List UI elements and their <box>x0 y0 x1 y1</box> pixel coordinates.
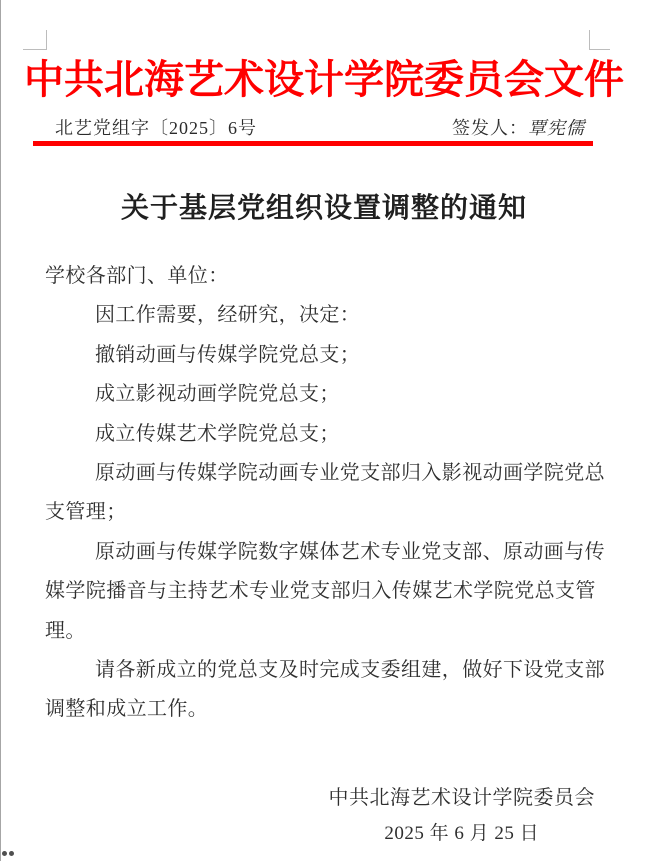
red-masthead-title: 中共北海艺术设计学院委员会文件 <box>24 57 624 102</box>
body-line: 成立影视动画学院党总支； <box>95 383 340 406</box>
crop-mark-top-right <box>589 30 590 50</box>
signature-block <box>329 787 596 844</box>
body-line: 撤销动画与传媒学院党总支； <box>95 343 361 366</box>
document-body <box>45 257 610 730</box>
body-line: 学校各部门、单位： <box>45 265 229 287</box>
signature-org: 中共北海艺术设计学院委员会 <box>328 787 595 809</box>
doc-info-row <box>0 114 648 138</box>
body-line: 理。 <box>45 619 86 642</box>
body-line: 因工作需要，经研究，决定： <box>95 304 361 327</box>
body-line: 支管理； <box>45 501 127 524</box>
body-line: 请各新成立的党总支及时完成支委组建，做好下设党支部 <box>95 658 605 681</box>
body-line: 成立传媒艺术学院党总支； <box>95 422 340 445</box>
body-line: 媒学院播音与主持艺术专业党支部归入传媒艺术学院党总支管 <box>45 580 596 603</box>
issuer-name: 覃宪儒 <box>528 118 585 138</box>
issuer-label: 签发人： <box>452 118 528 138</box>
body-line: 原动画与传媒学院动画专业党支部归入影视动画学院党总 <box>95 461 605 484</box>
body-line: 调整和成立工作。 <box>45 698 209 721</box>
dot <box>2 851 7 856</box>
crop-mark-top-left <box>46 30 47 50</box>
document-title: 关于基层党组织设置调整的通知 <box>120 193 527 224</box>
doc-number: 北艺党组字〔2025〕6号 <box>55 118 257 138</box>
body-line: 原动画与传媒学院数字媒体艺术专业党支部、原动画与传 <box>95 540 605 563</box>
dot <box>9 851 14 856</box>
page-continuation-dots <box>2 851 16 857</box>
red-divider-line <box>33 141 593 146</box>
signature-date: 2025 年 6 月 25 日 <box>384 823 540 844</box>
issuer <box>452 114 585 140</box>
